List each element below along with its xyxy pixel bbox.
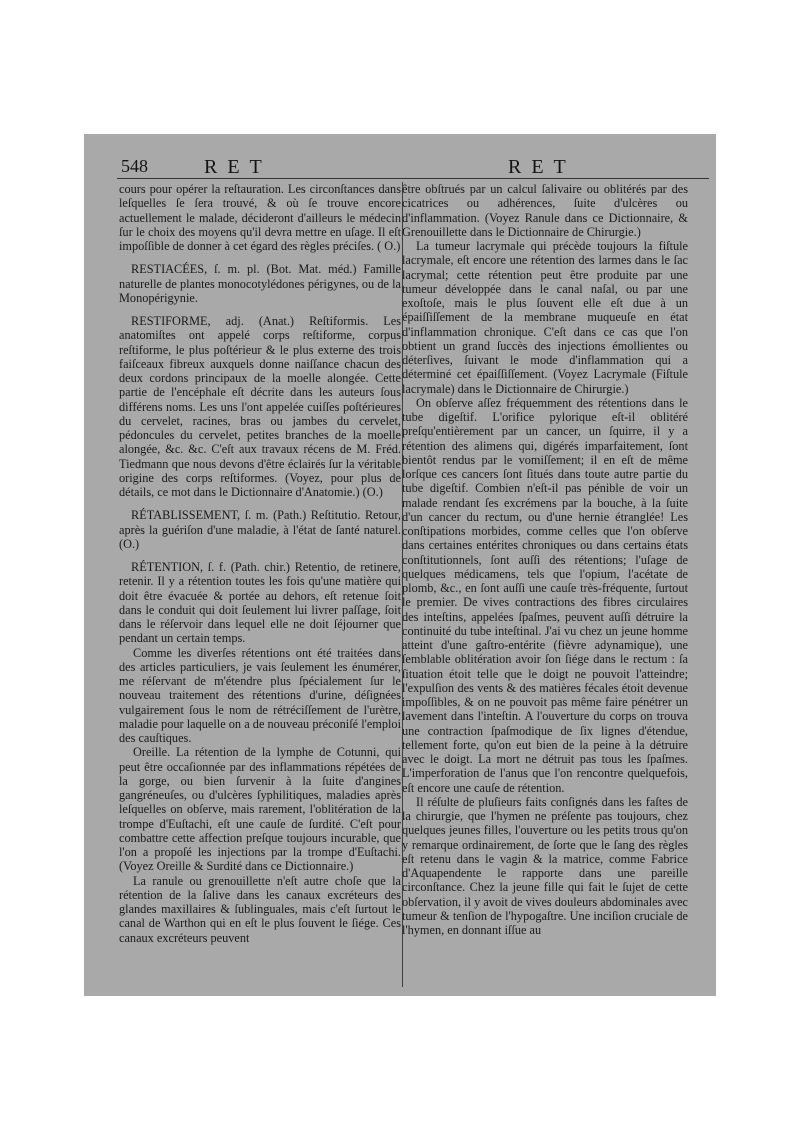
paragraph: Oreille. La rétention de la lymphe de Cotunni, qui peut être occaſionnée par des inflammations répétées de la gorge, ou bien ſurvenir à la ſuite d'angines gangréneuſes, ou d'ulcères ſyphilitiques, maladies après leſquelles on obſerve, mais rarement, l'oblitération de la trompe d'Euſtachi, eſt une cauſe de ſurdité. C'eſt pour combattre cette affection preſque toujours incurable, que l'on a propoſé les injections par la trompe d'Euſtachi. (Voyez Oreille & Surdité dans ce Dictionnaire.) (119, 745, 401, 874)
paragraph: Comme les diverſes rétentions ont été traitées dans des articles particuliers, je vais ſeulement les énumérer, me réſervant de m'étendre plus ſpécialement ſur le nouveau traitement des rétentions d'urine, déſignées vulgairement ſous le nom de rétréciſſement de l'urètre, maladie pour laquelle on a de nouveau préconiſé l'emploi des cauſtiques. (119, 645, 401, 745)
paragraph: La ranule ou grenouillette n'eſt autre choſe que la rétention de la ſalive dans les canaux excréteurs des glandes maxillaires & ſublinguales, mais c'eſt ſurtout le canal de Warthon qui en eſt le plus ſouvent le ſiége. Ces canaux excréteurs peuvent (119, 873, 401, 945)
entry-restiacees: RESTIACÉES, ſ. m. pl. (Bot. Mat. méd.) Famille naturelle de plantes monocotylédones périgynes, ou de la Monopérigynie. (119, 262, 401, 305)
header-rule (117, 178, 709, 179)
paragraph: cours pour opérer la reſtauration. Les circonſtances dans leſquelles ſe ſera trouvé, & où ſe trouve encore actuellement le malade, décideront d'ailleurs le médecin ſur le choix des moyens qu'il devra mettre en uſage. Il eſt impoſſible de donner à cet égard des règles préciſes. ( O.) (119, 182, 401, 253)
entry-retention: RÉTENTION, ſ. f. (Path. chir.) Retentio, de retinere, retenir. Il y a rétention toutes les fois qu'une matière qui doit être évacuée & portée au dehors, eſt retenue ſoit dans le conduit qui doit ſeulement lui livrer paſſage, ſoit dans le réſervoir dans lequel elle ne doit ſéjourner que pendant un certain temps. (119, 560, 401, 646)
scanned-page (84, 134, 716, 996)
paragraph: être obſtrués par un calcul ſalivaire ou oblitérés par des cicatrices ou adhérences, ſuite d'ulcères ou d'inflammation. (Voyez Ranule dans ce Dictionnaire, & Grenouillette dans le Dictionnaire de Chirurgie.) (402, 182, 688, 239)
paragraph: Il réſulte de pluſieurs faits conſignés dans les faſtes de la chirurgie, que l'hymen ne préſente pas toujours, chez quelques jeunes filles, l'ouverture ou les petits trous qu'on y remarque ordinairement, de ſorte que le ſang des règles eſt retenu dans le vagin & la matrice, comme Fabrice d'Aquapendente le rapporte dans une pareille circonſtance. Chez la jeune fille qui fait le ſujet de cette obſervation, il y avoit de vives douleurs abdominales avec tumeur & tenſion de l'hypogaſtre. Une inciſion cruciale de l'hymen, en donnant iſſue au (402, 794, 688, 937)
left-column (119, 182, 401, 945)
page-number: 548 (121, 156, 148, 176)
running-head-right: RET (508, 156, 576, 178)
running-head-left: RET (204, 156, 272, 178)
paragraph: La tumeur lacrymale qui précède toujours la fiſtule lacrymale, eſt encore une rétention des larmes dans le ſac lacrymal; cette rétention peut être produite par une tumeur développée dans le canal naſal, ou par une exoſtoſe, mais le plus ſouvent elle eſt due à un épaiſſiſſement de la membrane muqueuſe en état d'inflammation chronique. C'eſt dans ce cas que l'on obtient un grand ſuccès des injections émollientes ou déterſives, ſuivant le mode d'inflammation qui a déterminé cet épaiſſiſſement. (Voyez Lacrymale (Fiſtule lacrymale) dans le Dictionnaire de Chirurgie.) (402, 239, 688, 396)
paragraph: On obſerve aſſez fréquemment des rétentions dans le tube digeſtif. L'orifice pylorique eſt-il oblitéré preſqu'entièrement par un cancer, un ſquirre, il y a rétention des alimens qui, digérés imparfaitement, ſont bientôt rendus par le vomiſſement; il en eſt de même lorſque ces cancers ſont ſitués dans toute autre partie du tube digeſtif. Combien n'eſt-il pas pénible de voir un malade rendant ſes excrémens par la bouche, à la ſuite d'un cancer du rectum, ou d'une hernie étranglée! Les conſtipations morbides, comme celles que l'on obſerve dans certaines entérites chroniques ou dans certains états conſtitutionnels, ſont auſſi des rétentions; l'uſage de quelques médicamens, tels que l'opium, l'acétate de plomb, &c., en ſont auſſi une cauſe très-fréquente, ſurtout le premier. De vives contractions des fibres circulaires des inteſtins, appelées ſpaſmes, peuvent auſſi détruire la continuité du tube inteſtinal. J'ai vu chez un jeune homme atteint d'une gaſtro-entérite (fièvre adynamique), une ſemblable oblitération avoir ſon ſiége dans le rectum : ſa ſituation étoit telle que le doigt ne pouvoit l'atteindre; l'expulſion des vents & des matières fécales étoit devenue impoſſibles, & on ne pouvoit pas même faire pénétrer un lavement dans l'inteſtin. A l'ouverture du corps on trouva une contraction ſpaſmodique de ſix lignes d'étendue, tellement forte, qu'on eut bien de la peine à la détruire avec le doigt. La mort ne détruit pas tous les ſpaſmes. L'imperforation de l'anus que l'on rencontre quelquefois, eſt encore une cauſe de rétention. (402, 395, 688, 795)
entry-retablissement: RÉTABLISSEMENT, ſ. m. (Path.) Reſtitutio. Retour, après la guériſon d'une maladie, à l'état de ſanté naturel. (O.) (119, 508, 401, 551)
right-column (402, 182, 688, 937)
entry-restiforme: RESTIFORME, adj. (Anat.) Reſtiformis. Les anatomiſtes ont appelé corps reſtiforme, corpus reſtiforme, le plus poſtérieur & le plus externe des trois faiſceaux fibreux auxquels donne naiſſance chacun des deux cordons principaux de la moelle alongée. Cette partie de l'encéphale eſt décrite dans les auteurs ſous différens noms. Les uns l'ont appelée cuiſſes poſtérieures du cervelet, racines, bras ou jambes du cervelet, pédoncules du cervelet, petites branches de la moelle alongée, &c. &c. C'eſt aux travaux récens de M. Fréd. Tiedmann que nous devons d'être éclairés ſur la véritable origine des corps reſtiformes. (Voyez, pour plus de détails, ce mot dans le Dictionnaire d'Anatomie.) (O.) (119, 314, 401, 499)
